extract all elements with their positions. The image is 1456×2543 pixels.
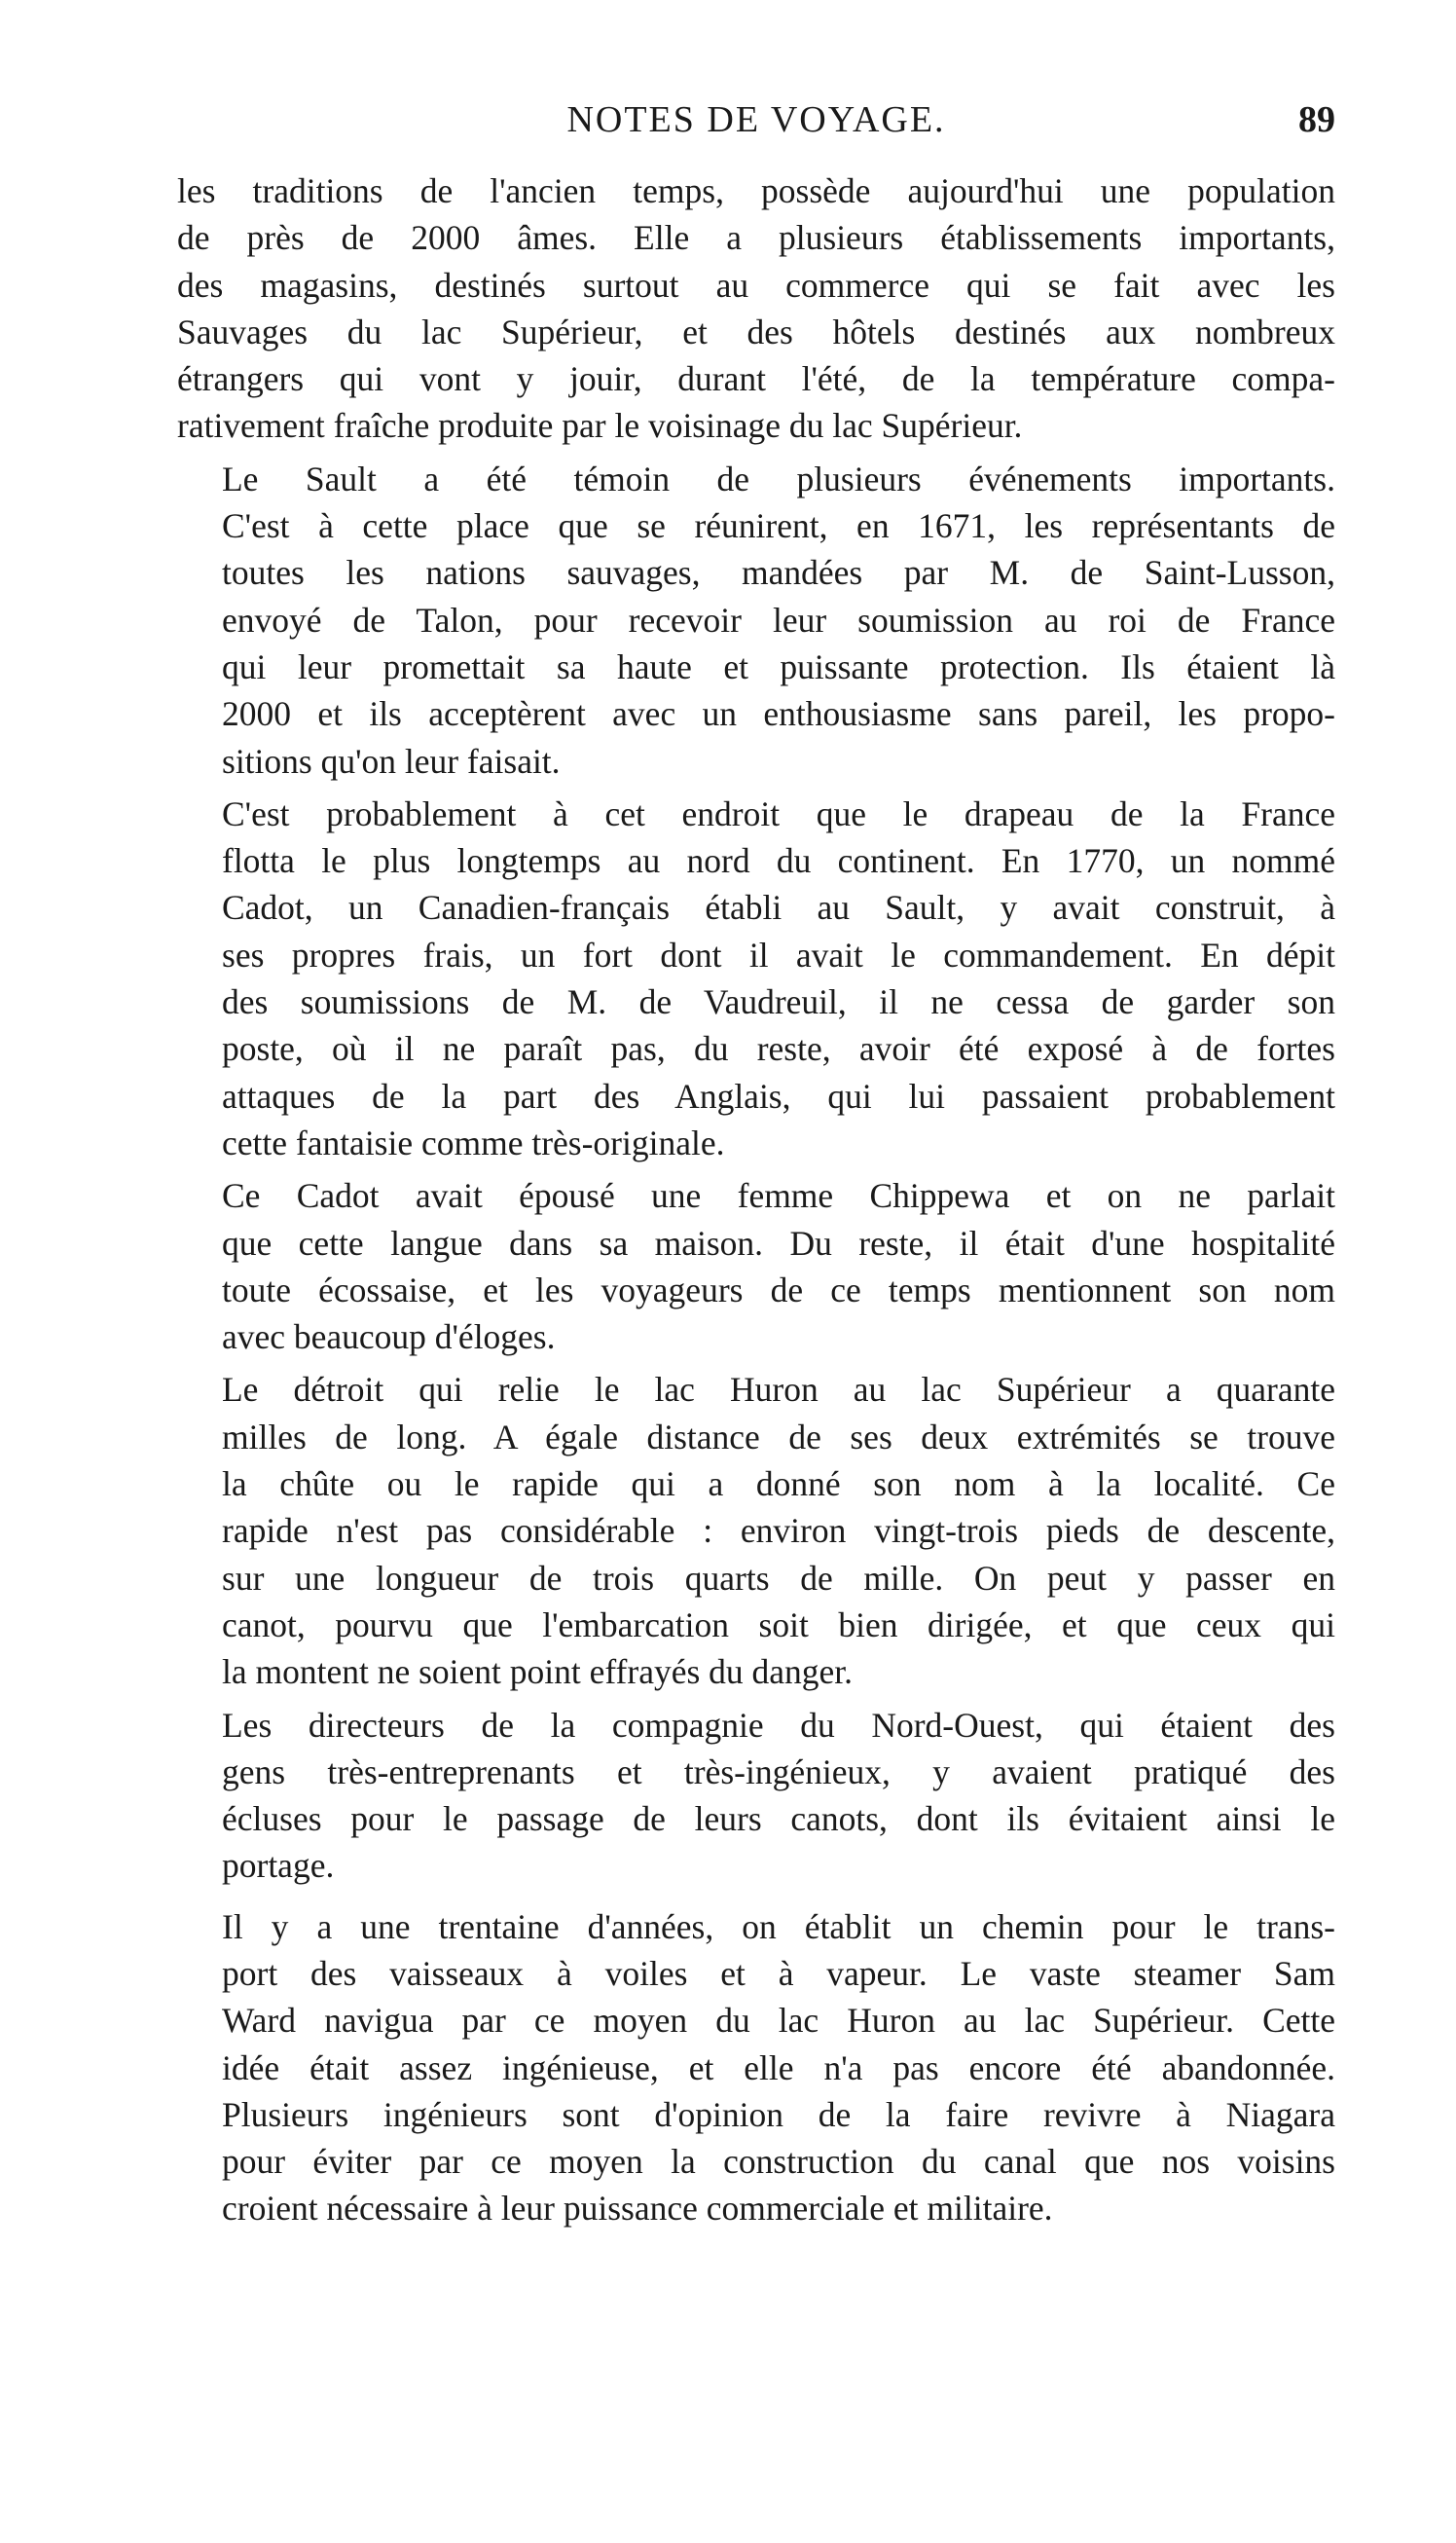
text-line: la montent ne soient point effrayés du danger. <box>222 1652 854 1692</box>
text-line: Ward navigua par ce moyen du lac Huron au lac Supérieur. Cette <box>222 2001 1335 2041</box>
text-line: gens très-entreprenants et très-ingénieux, y avaient pratiqué des <box>222 1751 1335 1791</box>
text-line: idée était assez ingénieuse, et elle n'a pas encore été abandonnée. <box>222 2047 1335 2087</box>
text-line: Il y a une trentaine d'années, on établit un chemin pour le trans- <box>222 1906 1335 1946</box>
text-line: envoyé de Talon, pour recevoir leur soumission au roi de France <box>222 600 1335 640</box>
page-number: 89 <box>1298 99 1335 140</box>
paragraph-cadot-fort <box>177 791 1335 1166</box>
text-line: ses propres frais, un fort dont il avait le commandement. En dépit <box>222 935 1335 975</box>
text-line: attaques de la part des Anglais, qui lui passaient probablement <box>222 1076 1335 1116</box>
text-line: que cette langue dans sa maison. Du reste, il était d'une hospitalité <box>222 1223 1335 1263</box>
text-line: poste, où il ne paraît pas, du reste, avoir été exposé à de fortes <box>222 1029 1335 1069</box>
text-line: rativement fraîche produite par le voisinage du lac Supérieur. <box>177 406 1023 446</box>
text-line: Plusieurs ingénieurs sont d'opinion de la faire revivre à Niagara <box>222 2094 1335 2134</box>
text-line: Ce Cadot avait épousé une femme Chippewa et on ne parlait <box>222 1176 1335 1216</box>
running-head <box>177 95 1335 144</box>
text-line: Le détroit qui relie le lac Huron au lac Supérieur a quarante <box>222 1370 1335 1410</box>
text-line: écluses pour le passage de leurs canots, dont ils évitaient ainsi le <box>222 1799 1335 1839</box>
text-line: étrangers qui vont y jouir, durant l'été, de la température compa- <box>177 359 1335 399</box>
text-line: C'est probablement à cet endroit que le drapeau de la France <box>222 793 1335 833</box>
text-line: Les directeurs de la compagnie du Nord-Ouest, qui étaient des <box>222 1705 1335 1745</box>
text-line: des magasins, destinés surtout au commerce qui se fait avec les <box>177 265 1335 305</box>
text-line: la chûte ou le rapide qui a donné son nom à la localité. Ce <box>222 1464 1335 1504</box>
paragraph-chemin-transport <box>177 1903 1335 2232</box>
text-line: qui leur promettait sa haute et puissante protection. Ils étaient là <box>222 646 1335 686</box>
text-line: toutes les nations sauvages, mandées par M. de Saint-Lusson, <box>222 553 1335 593</box>
text-line: 2000 et ils acceptèrent avec un enthousiasme sans pareil, les propo- <box>222 694 1335 734</box>
text-line: sur une longueur de trois quarts de mille. On peut y passer en <box>222 1558 1335 1598</box>
text-line: milles de long. A égale distance de ses deux extrémités se trouve <box>222 1417 1335 1456</box>
text-line: rapide n'est pas considérable : environ vingt-trois pieds de descente, <box>222 1511 1335 1551</box>
text-line: des soumissions de M. de Vaudreuil, il ne cessa de garder son <box>222 982 1335 1022</box>
text-line: avec beaucoup d'éloges. <box>222 1317 556 1357</box>
text-line: les traditions de l'ancien temps, possède aujourd'hui une population <box>177 171 1335 210</box>
text-line: sitions qu'on leur faisait. <box>222 741 561 781</box>
paragraph-sault-population <box>177 167 1335 450</box>
paragraph-detroit-rapide <box>177 1366 1335 1695</box>
text-line: croient nécessaire à leur puissance commerciale et militaire. <box>222 2189 1053 2229</box>
body-text <box>177 167 1335 2238</box>
running-title: NOTES DE VOYAGE. <box>566 99 946 140</box>
text-line: portage. <box>222 1846 335 1886</box>
text-line: toute écossaise, et les voyageurs de ce temps mentionnent son nom <box>222 1270 1335 1309</box>
text-line: C'est à cette place que se réunirent, en 1671, les représentants de <box>222 506 1335 546</box>
paragraph-sault-events <box>177 456 1335 785</box>
text-line: pour éviter par ce moyen la construction du canal que nos voisins <box>222 2142 1335 2182</box>
text-line: flotta le plus longtemps au nord du continent. En 1770, un nommé <box>222 841 1335 881</box>
paragraph-cadot-family <box>177 1172 1335 1360</box>
text-line: Cadot, un Canadien-français établi au Sault, y avait construit, à <box>222 888 1335 928</box>
text-line: cette fantaisie comme très-originale. <box>222 1123 725 1162</box>
text-line: Sauvages du lac Supérieur, et des hôtels destinés aux nombreux <box>177 312 1335 351</box>
text-line: de près de 2000 âmes. Elle a plusieurs établissements importants, <box>177 218 1335 258</box>
text-line: canot, pourvu que l'embarcation soit bien dirigée, et que ceux qui <box>222 1604 1335 1644</box>
paragraph-ecluses <box>177 1702 1335 1890</box>
text-line: port des vaisseaux à voiles et à vapeur. Le vaste steamer Sam <box>222 1953 1335 1993</box>
text-line: Le Sault a été témoin de plusieurs événements importants. <box>222 459 1335 498</box>
